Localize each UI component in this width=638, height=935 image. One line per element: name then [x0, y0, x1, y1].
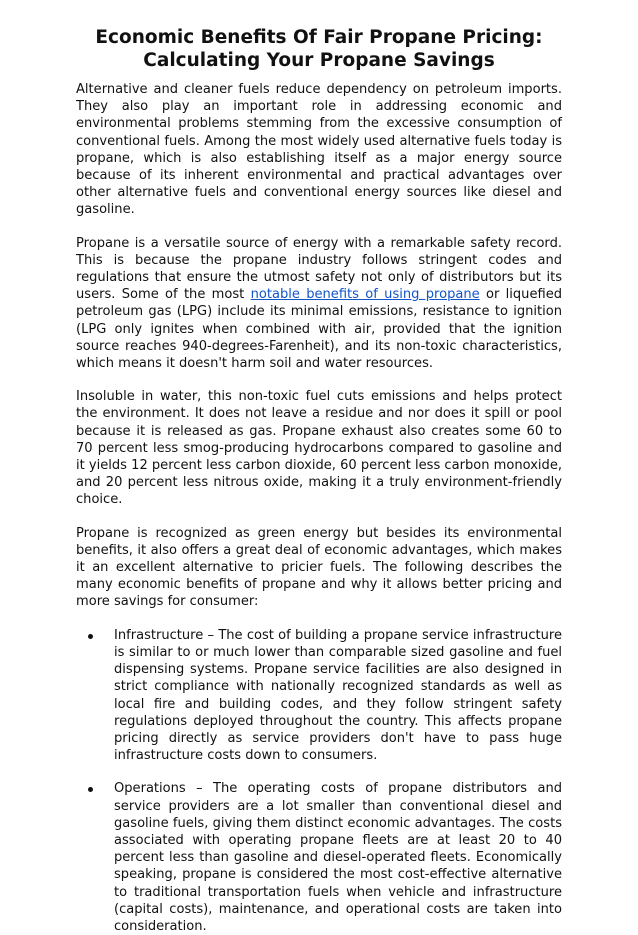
- title-line-2: Calculating Your Propane Savings: [143, 50, 495, 71]
- bullet-icon: [88, 634, 93, 639]
- propane-benefits-link[interactable]: notable benefits of using propane: [250, 287, 480, 303]
- paragraph-emissions: Insoluble in water, this non-toxic fuel cuts emissions and helps protect the environment. It does not leave a residue and nor does it spill or pool because it is released as gas. Propane exhaust also creates some 60 to 70 percent less smog-producing hydrocarbons compared to gasoline and it yields 12 percent less carbon dioxide, 60 percent less carbon monoxide, and 20 percent less nitrous oxide, making it a truly environment-friendly choice.: [76, 389, 562, 508]
- list-item-text: Infrastructure – The cost of building a propane service infrastructure is similar to or much lower than comparable sized gasoline and fuel dispensing systems. Propane service facilities are also designed in strict compliance with nationally recognized standards as well as local fire and building codes, and they follow stringent safety regulations deployed throughout the country. This affects propane pricing directly as service providers don't have to pass huge infrastructure costs down to consumers.: [114, 627, 562, 764]
- list-item-text: Operations – The operating costs of propane distributors and service providers are a lot smaller than conventional diesel and gasoline fuels, giving them distinct economic advantages. The costs associated with operating propane fleets are at least 20 to 40 percent less than gasoline and diesel-operated fleets. Economically speaking, propane is considered the most cost-effective alternative to traditional transportation fuels when vehicle and infrastructure (capital costs), maintenance, and operational costs are taken into consideration.: [114, 781, 562, 934]
- bullet-icon: [88, 787, 93, 792]
- benefits-list: [76, 627, 562, 935]
- title-line-1: Economic Benefits Of Fair Propane Pricing:: [95, 27, 543, 48]
- page-title: [76, 26, 562, 72]
- paragraph-safety-text-2: or liquefied petroleum gas (LPG) include its minimal emissions, resistance to ignition (LPG only ignites when combined with air, provided that the ignition source reaches 940-degrees-Farenheit), and its non-toxic characteristics, which means it doesn't harm soil and water resources.: [76, 287, 562, 372]
- list-item: [76, 780, 562, 935]
- list-item: [76, 627, 562, 765]
- paragraph-safety-text-1: Propane is a versatile source of energy with a remarkable safety record. This is because the propane industry follows stringent codes and regulations that ensure the utmost safety not only of distributors but its users. Some of the most: [76, 235, 562, 303]
- paragraph-economic: Propane is recognized as green energy but besides its environmental benefits, it also offers a great deal of economic advantages, which makes it an excellent alternative to pricier fuels. The following describes the many economic benefits of propane and why it allows better pricing and more savings for consumer:: [76, 525, 562, 610]
- paragraph-intro: Alternative and cleaner fuels reduce dependency on petroleum imports. They also play an important role in addressing economic and environmental problems stemming from the excessive consumption of conventional fuels. Among the most widely used alternative fuels today is propane, which is also establishing itself as a major energy source because of its inherent environmental and practical advantages over other alternative fuels and conventional energy sources like diesel and gasoline.: [76, 82, 562, 218]
- paragraph-safety: [76, 235, 562, 373]
